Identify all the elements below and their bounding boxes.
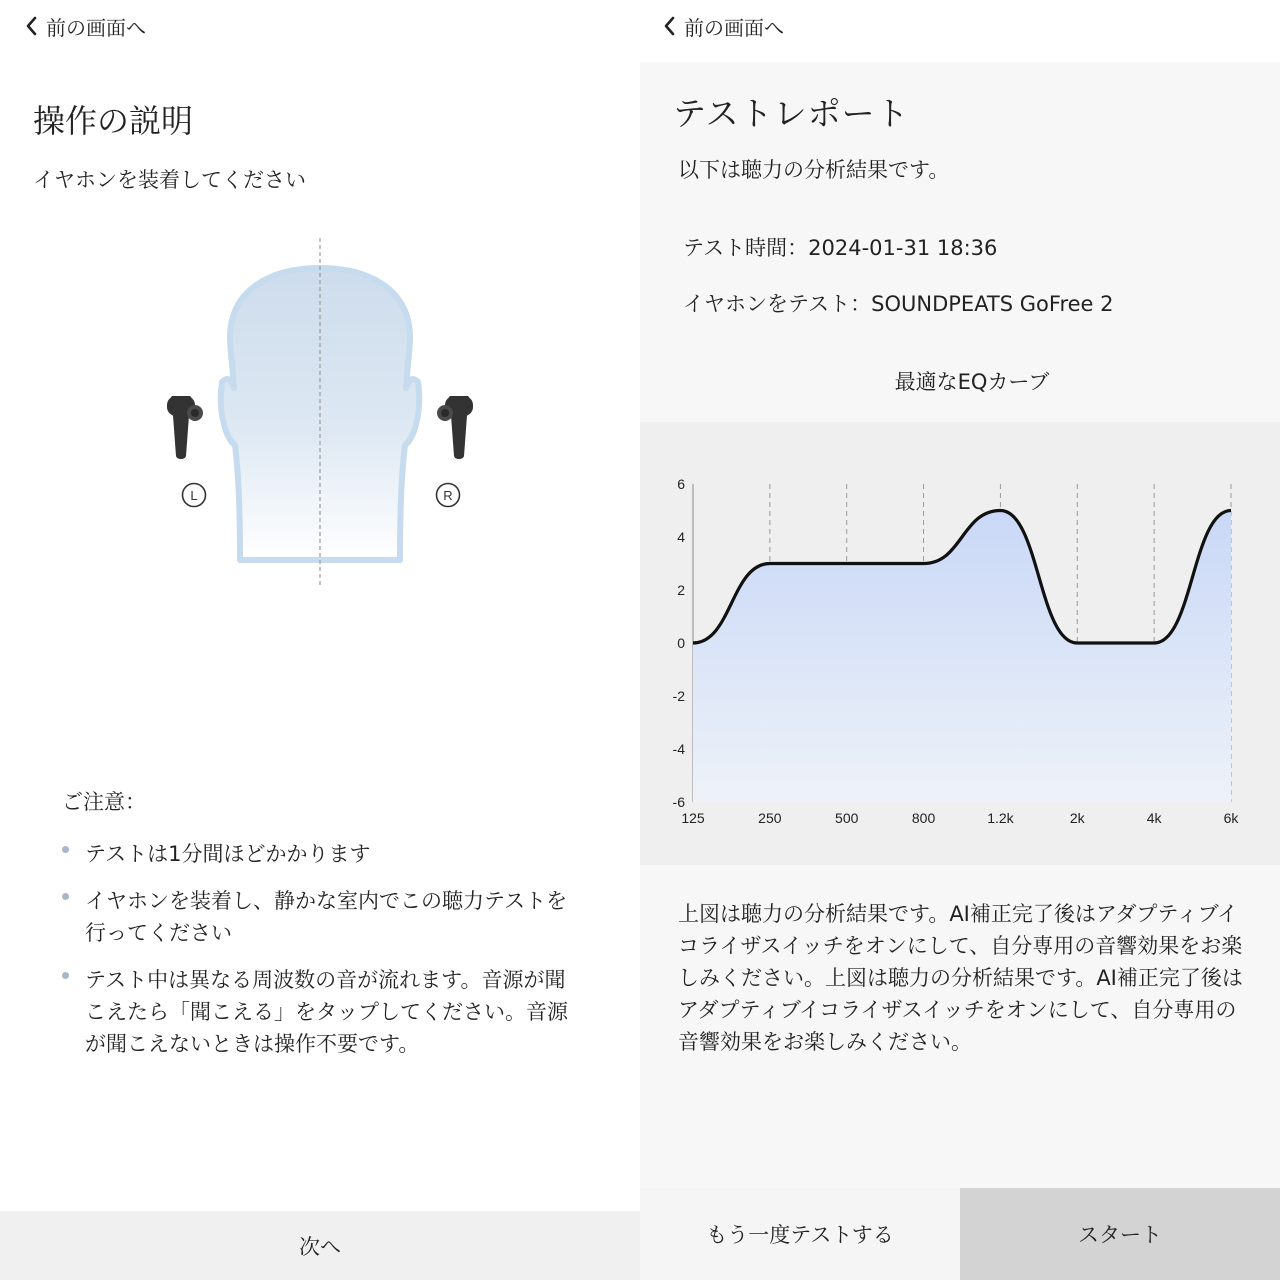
eq-area-fill (693, 511, 1231, 803)
eq-curve-heading: 最適なEQカーブ (894, 370, 1050, 394)
note-text: テストは1分間ほどかかります (85, 842, 371, 866)
y-tick-label: 4 (677, 529, 685, 545)
x-tick-label: 125 (681, 810, 705, 826)
y-tick-label: -4 (672, 741, 685, 757)
note-item (62, 838, 572, 870)
start-button[interactable]: スタート (960, 1188, 1280, 1280)
x-tick-label: 1.2k (987, 810, 1014, 826)
retest-button[interactable]: もう一度テストする (640, 1188, 960, 1280)
x-tick-label: 6k (1223, 810, 1239, 826)
chevron-left-icon (22, 14, 42, 38)
eq-chart-area (640, 422, 1280, 865)
left-earbud-badge (183, 484, 206, 507)
y-tick-label: 0 (677, 635, 685, 651)
page-title: 操作の説明 (33, 102, 194, 140)
y-tick-label: -2 (672, 688, 685, 704)
next-button[interactable]: 次へ (0, 1211, 640, 1280)
right-earbud-icon (437, 396, 473, 459)
notes-list (62, 838, 572, 1075)
note-text: テスト中は異なる周波数の音が流れます。音源が聞こえたら「聞こえる」をタップしてください。音源が聞こえないときは操作不要です。 (85, 968, 568, 1056)
x-tick-label: 2k (1069, 810, 1085, 826)
y-tick-label: 6 (677, 476, 685, 492)
chevron-left-icon (660, 14, 680, 38)
x-tick-label: 250 (758, 810, 782, 826)
test-report-screen (640, 0, 1280, 1280)
test-time: テスト時間：2024-01-31 18:36 (683, 236, 998, 260)
note-text: イヤホンを装着し、静かな室内でこの聴力テストを行ってください (85, 889, 568, 945)
x-tick-label: 800 (911, 810, 936, 826)
page-title: テストレポート (673, 94, 910, 133)
report-subtitle: 以下は聴力の分析結果です。 (678, 158, 950, 182)
earphone-model: イヤホンをテスト：SOUNDPEATS GoFree 2 (683, 292, 1114, 316)
back-button[interactable] (660, 10, 784, 42)
right-earbud-label: R (443, 488, 453, 503)
note-item (62, 885, 572, 949)
right-earbud-badge (437, 484, 460, 507)
bullet-icon (62, 972, 69, 979)
bullet-icon (62, 846, 69, 853)
page-subtitle: イヤホンを装着してください (33, 168, 306, 192)
x-tick-label: 500 (835, 810, 859, 826)
bullet-icon (62, 893, 69, 900)
head-earbuds-illustration (140, 230, 500, 590)
analysis-description: 上図は聴力の分析結果です。AI補正完了後はアダプティブイコライザスイッチをオンにして、自分専用の音響効果をお楽しみください。上図は聴力の分析結果です。AI補正完了後はアダプティブイコライザスイッチをオンにして、自分専用の音響効果をお楽しみください。 (678, 902, 1243, 1054)
x-tick-label: 4k (1146, 810, 1162, 826)
back-label: 前の画面へ (46, 15, 146, 40)
left-earbud-icon (167, 396, 203, 459)
note-item (62, 964, 572, 1060)
left-earbud-label: L (190, 488, 198, 503)
back-button[interactable] (22, 10, 146, 42)
y-tick-label: -6 (672, 794, 685, 810)
notes-heading: ご注意： (62, 790, 146, 814)
eq-chart (640, 422, 1280, 865)
back-label: 前の画面へ (684, 15, 784, 40)
y-tick-label: 2 (677, 582, 685, 598)
